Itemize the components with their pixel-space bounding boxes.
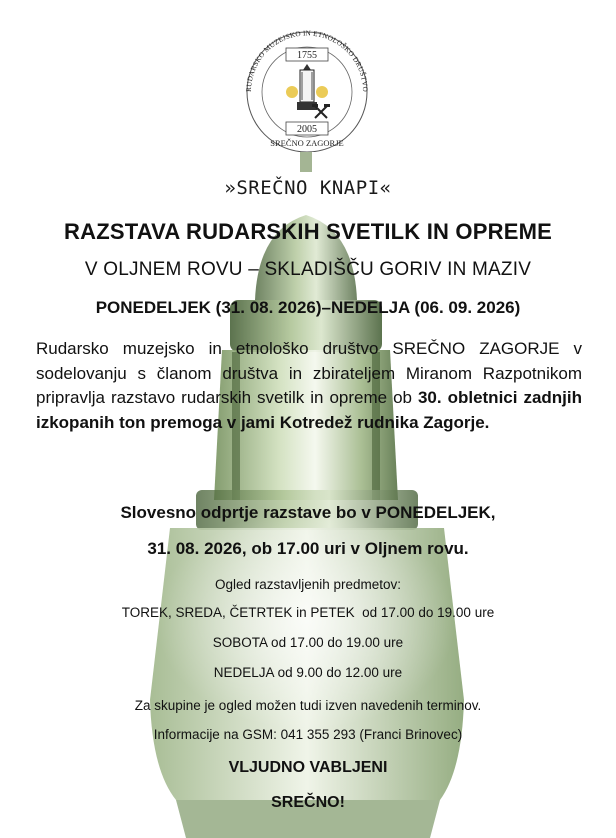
logo-year-top: 1755 [297, 50, 317, 61]
schedule-saturday: SOBOTA od 17.00 do 19.00 ure [212, 635, 404, 650]
logo-place: SREČNO ZAGORJE [270, 138, 344, 148]
society-logo [232, 22, 382, 152]
schedule-sunday: NEDELJA od 9.00 do 12.00 ure [213, 665, 403, 680]
event-subtitle: »SREČNO KNAPI« [224, 177, 392, 199]
logo-ring-text: RUDARSKO MUZEJSKO IN ETNOLOŠKO DRUŠTVO [244, 29, 370, 93]
intro-paragraph [36, 337, 582, 435]
event-dates: PONEDELJEK (31. 08. 2026)–NEDELJA (06. 09. 2026) [95, 298, 521, 317]
contact-info: Informacije na GSM: 041 355 293 (Franci Brinovec) [153, 727, 463, 742]
schedule-weekdays: TOREK, SREDA, ČETRTEK in PETEK od 17.00 do 19.00 ure [121, 605, 495, 620]
welcome-text: VLJUDNO VABLJENI [228, 759, 388, 776]
opening-line-2: 31. 08. 2026, ob 17.00 uri v Oljnem rovu. [147, 539, 469, 558]
event-title: RAZSTAVA RUDARSKIH SVETILK IN OPREME [64, 219, 552, 244]
intro-bold-text: 30. obletnici zadnjih izkopanih ton premoga v jami Kotredež rudnika Zagorje. [36, 388, 582, 432]
event-location: V OLJNEM ROVU – SKLADIŠČU GORIV IN MAZIV [84, 259, 532, 280]
intro-text: Rudarsko muzejsko in etnološko društvo SREČNO ZAGORJE v sodelovanju s članom društva in zbirateljem Miranom Razpotnikom pripravlja razstavo rudarskih svetilk in opreme ob [36, 339, 582, 407]
opening-line-1: Slovesno odprtje razstave bo v PONEDELJEK, [120, 503, 496, 522]
logo-lamp-icon [297, 64, 317, 110]
groups-note: Za skupine je ogled možen tudi izven navedenih terminov. [134, 698, 482, 713]
logo-year-bottom: 2005 [297, 124, 317, 135]
viewing-heading: Ogled razstavljenih predmetov: [214, 577, 402, 592]
closing-greeting: SREČNO! [271, 794, 345, 811]
